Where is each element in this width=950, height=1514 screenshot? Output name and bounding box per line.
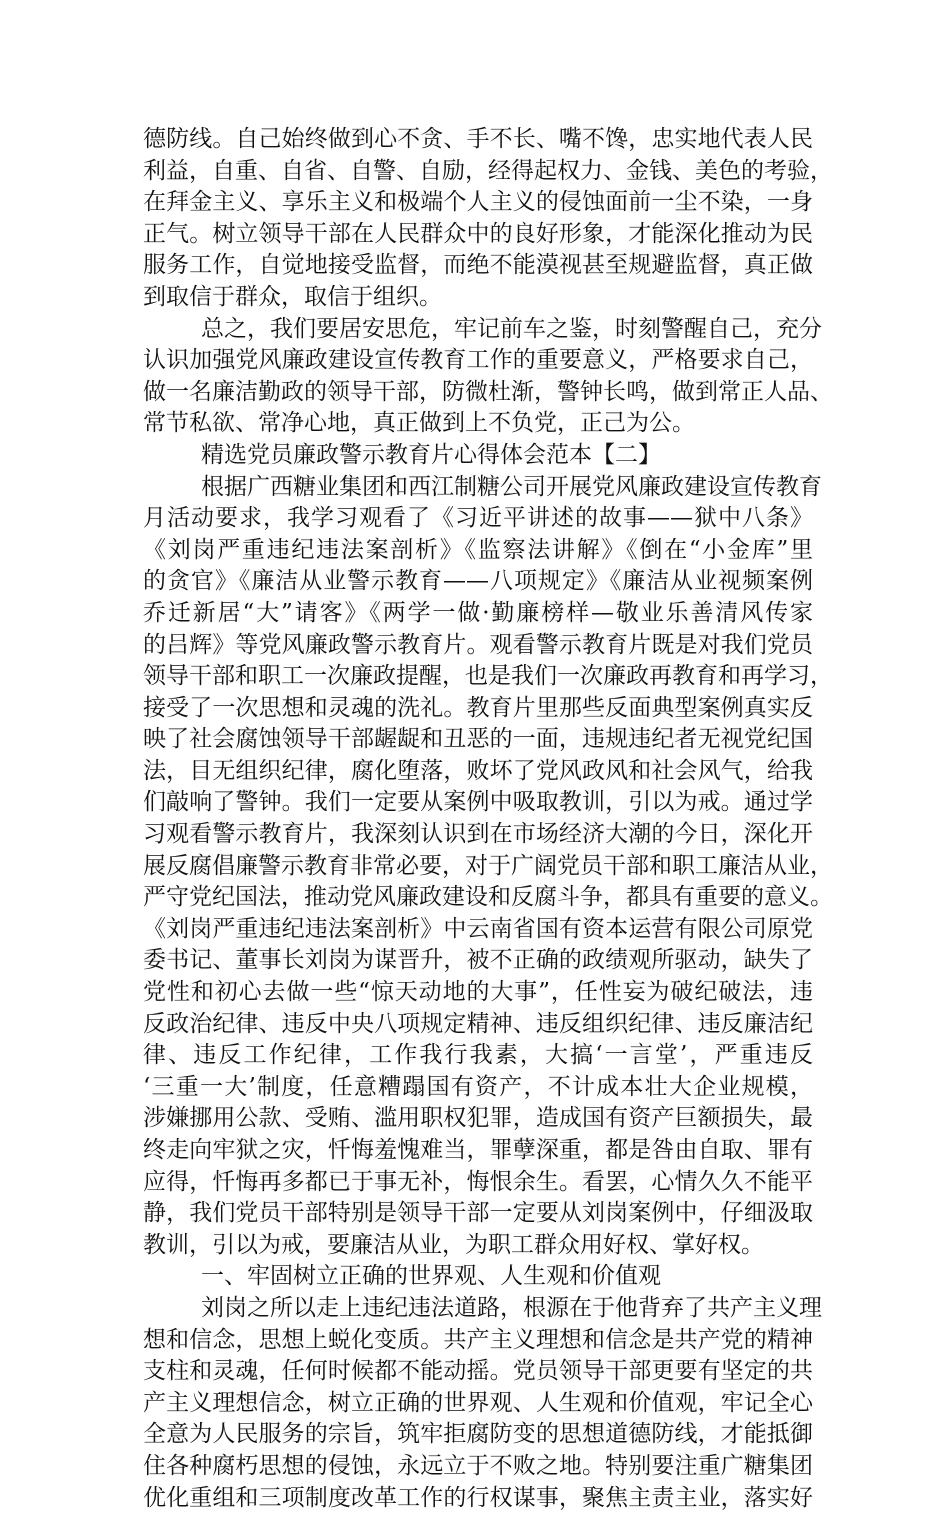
paragraph-first-line: 根据广西糖业集团和西江制糖公司开展党风廉政建设宣传教育 xyxy=(201,473,822,500)
text-line: 应得，忏悔再多都已于事无补，悔恨余生。看罢，心情久久不能平 xyxy=(143,1168,813,1195)
text-line: ‘三重一大’制度，任意糟蹋国有资产，不计成本壮大企业规模， xyxy=(143,1073,813,1100)
text-line: 德防线。自己始终做到心不贪、手不长、嘴不馋，忠实地代表人民 xyxy=(143,126,813,152)
text-line: 习观看警示教育片，我深刻认识到在市场经济大潮的今日，深化开 xyxy=(143,821,813,848)
text-line: 委书记、董事长刘岗为谋晋升，被不正确的政绩观所驱动，缺失了 xyxy=(143,947,813,974)
text-line: 法，目无组织纪律，腐化堕落，败坏了党风政风和社会风气，给我 xyxy=(143,757,813,784)
text-line: 领导干部和职工一次廉政提醒，也是我们一次廉政再教育和再学习， xyxy=(143,663,833,690)
text-line: 支柱和灵魂，任何时候都不能动摇。党员领导干部更要有坚定的共 xyxy=(143,1358,813,1385)
text-line: 党性和初心去做一些“惊天动地的大事”，任性妄为破纪破法，违 xyxy=(143,979,813,1006)
text-line: 到取信于群众，取信于组织。 xyxy=(143,283,442,310)
text-line: 住各种腐朽思想的侵蚀，永远立于不败之地。特别要注重广糖集团 xyxy=(143,1452,813,1479)
text-line: 《刘岗严重违纪违法案剖析》《监察法讲解》《倒在“小金库”里 xyxy=(143,536,813,563)
text-line: 展反腐倡廉警示教育非常必要，对于广阔党员干部和职工廉洁从业， xyxy=(143,852,833,879)
text-line: 映了社会腐蚀领导干部龌龊和丑恶的一面，违规违纪者无视党纪国 xyxy=(143,726,813,753)
text-line: 乔迁新居“大”请客》《两学一做·勤廉榜样—敬业乐善清风传家 xyxy=(143,599,813,626)
paragraph-first-line: 一、牢固树立正确的世界观、人生观和价值观 xyxy=(201,1263,661,1290)
text-line: 在拜金主义、享乐主义和极端个人主义的侵蚀面前一尘不染，一身 xyxy=(143,189,813,216)
text-line: 涉嫌挪用公款、受贿、滥用职权犯罪，造成国有资产巨额损失，最 xyxy=(143,1105,813,1132)
text-line: 接受了一次思想和灵魂的洗礼。教育片里那些反面典型案例真实反 xyxy=(143,694,813,721)
text-line: 的吕辉》等党风廉政警示教育片。观看警示教育片既是对我们党员 xyxy=(143,631,813,658)
text-line: 正气。树立领导干部在人民群众中的良好形象，才能深化推动为民 xyxy=(143,220,813,247)
text-line: 全意为人民服务的宗旨，筑牢拒腐防变的思想道德防线，才能抵御 xyxy=(143,1421,813,1448)
text-line: 优化重组和三项制度改革工作的行权谋事，聚焦主责主业，落实好 xyxy=(143,1484,813,1511)
text-line: 产主义理想信念，树立正确的世界观、人生观和价值观，牢记全心 xyxy=(143,1389,813,1416)
text-line: 静，我们党员干部特别是领导干部一定要从刘岗案例中，仔细汲取 xyxy=(143,1200,813,1227)
document-body xyxy=(143,124,833,1514)
text-line: 反政治纪律、违反中央八项规定精神、违反组织纪律、违反廉洁纪 xyxy=(143,1010,813,1037)
text-line: 《刘岗严重违纪违法案剖析》中云南省国有资本运营有限公司原党 xyxy=(143,915,813,942)
text-line: 服务工作，自觉地接受监督，而绝不能漠视甚至规避监督，真正做 xyxy=(143,252,813,279)
text-line: 们敲响了警钟。我们一定要从案例中吸取教训，引以为戒。通过学 xyxy=(143,789,813,816)
paragraph-first-line: 刘岗之所以走上违纪违法道路，根源在于他背弃了共产主义理 xyxy=(201,1294,822,1321)
text-line: 律、违反工作纪律，工作我行我素，大搞‘一言堂’，严重违反 xyxy=(143,1042,813,1069)
text-line: 月活动要求，我学习观看了《习近平讲述的故事——狱中八条》 xyxy=(143,505,813,532)
text-line: 想和信念，思想上蜕化变质。共产主义理想和信念是共产党的精神 xyxy=(143,1326,813,1353)
text-line: 常节私欲、常净心地，真正做到上不负党，正己为公。 xyxy=(143,410,695,437)
text-line: 终走向牢狱之灾，忏悔羞愧难当，罪孽深重，都是咎由自取、罪有 xyxy=(143,1137,813,1163)
text-line: 利益，自重、自省、自警、自励，经得起权力、金钱、美色的考验， xyxy=(143,157,833,184)
text-line: 认识加强党风廉政建设宣传教育工作的重要意义，严格要求自己， xyxy=(143,347,813,374)
text-line: 做一名廉洁勤政的领导干部，防微杜渐，警钟长鸣，做到常正人品、 xyxy=(143,378,833,405)
paragraph-first-line: 精选党员廉政警示教育片心得体会范本【二】 xyxy=(201,441,661,468)
text-line: 教训，引以为戒，要廉洁从业，为职工群众用好权、掌好权。 xyxy=(143,1231,764,1258)
text-line: 严守党纪国法，推动党风廉政建设和反腐斗争，都具有重要的意义。 xyxy=(143,884,833,911)
text-line: 的贪官》《廉洁从业警示教育——八项规定》《廉洁从业视频案例 xyxy=(143,568,813,595)
paragraph-first-line: 总之，我们要居安思危，牢记前车之鉴，时刻警醒自己，充分 xyxy=(201,315,822,342)
